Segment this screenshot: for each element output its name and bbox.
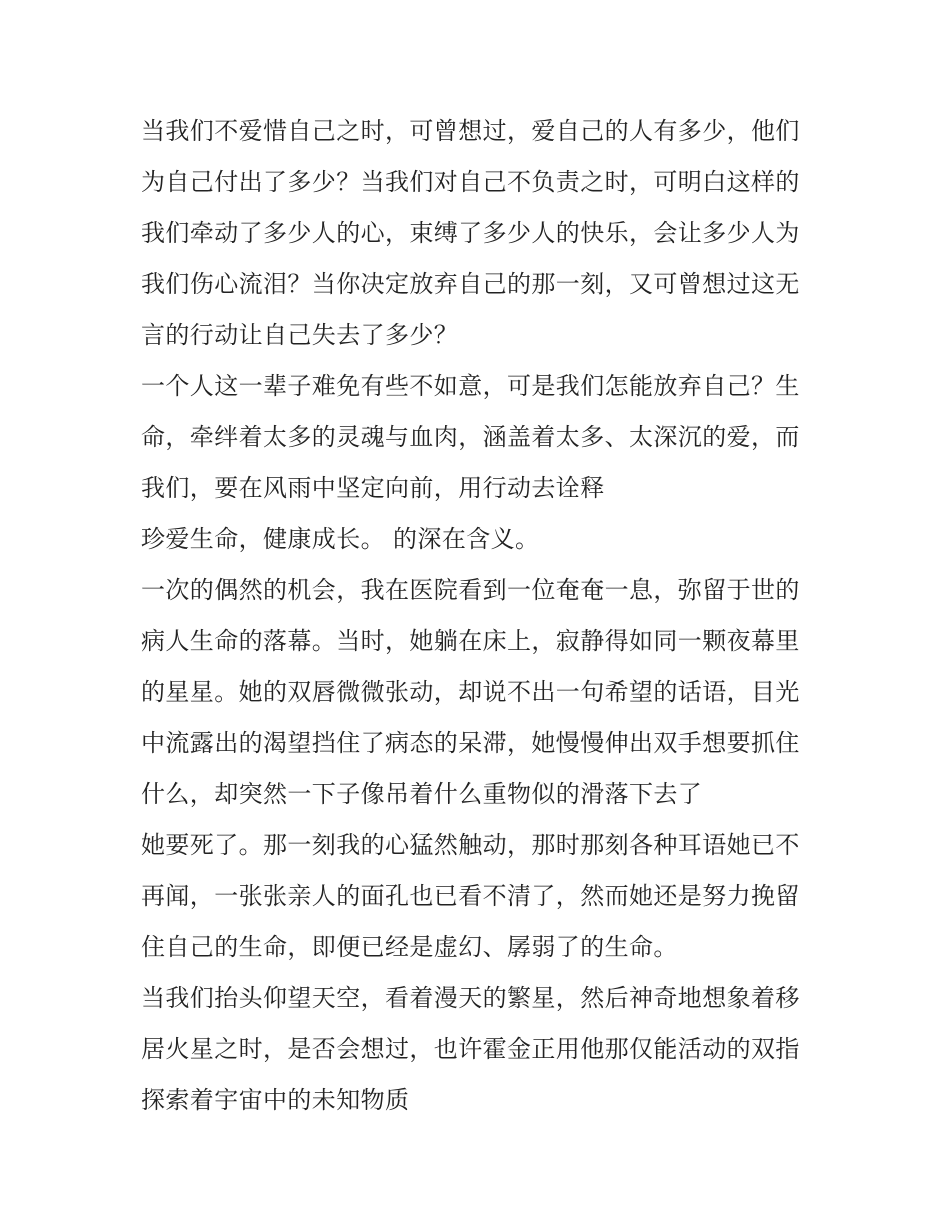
text-line: 当我们不爱惜自己之时，可曾想过，爱自己的人有多少，他们 <box>141 117 800 145</box>
text-line: 一个人这一辈子难免有些不如意，可是我们怎能放弃自己？生 <box>141 372 800 400</box>
text-line: 的星星。她的双唇微微张动，却说不出一句希望的话语，目光 <box>141 678 800 706</box>
text-line: 我们伤心流泪？当你决定放弃自己的那一刻，又可曾想过这无 <box>141 270 800 298</box>
text-line: 住自己的生命，即便已经是虚幻、孱弱了的生命。 <box>141 933 678 961</box>
text-line: 什么，却突然一下子像吊着什么重物似的滑落下去了 <box>141 780 703 808</box>
text-line: 命，牵绊着太多的灵魂与血肉，涵盖着太多、太深沉的爱，而 <box>141 423 800 451</box>
text-line: 居火星之时，是否会想过，也许霍金正用他那仅能活动的双指 <box>141 1035 800 1063</box>
text-line: 言的行动让自己失去了多少？ <box>141 321 459 349</box>
text-line: 中流露出的渴望挡住了病态的呆滞，她慢慢伸出双手想要抓住 <box>141 729 800 757</box>
document-body <box>141 106 813 1126</box>
text-line: 她要死了。那一刻我的心猛然触动，那时那刻各种耳语她已不 <box>141 831 800 859</box>
text-line: 珍爱生命，健康成长。 的深在含义。 <box>141 525 540 553</box>
text-line: 我们牵动了多少人的心，束缚了多少人的快乐，会让多少人为 <box>141 219 800 247</box>
text-line: 为自己付出了多少？当我们对自己不负责之时，可明白这样的 <box>141 168 800 196</box>
text-line: 当我们抬头仰望天空，看着漫天的繁星，然后神奇地想象着移 <box>141 984 800 1012</box>
text-line: 一次的偶然的机会，我在医院看到一位奄奄一息，弥留于世的 <box>141 576 800 604</box>
text-line: 再闻，一张张亲人的面孔也已看不清了，然而她还是努力挽留 <box>141 882 800 910</box>
text-line: 病人生命的落幕。当时，她躺在床上，寂静得如同一颗夜幕里 <box>141 627 800 655</box>
text-line: 探索着宇宙中的未知物质 <box>141 1086 410 1114</box>
text-line: 我们，要在风雨中坚定向前，用行动去诠释 <box>141 474 605 502</box>
